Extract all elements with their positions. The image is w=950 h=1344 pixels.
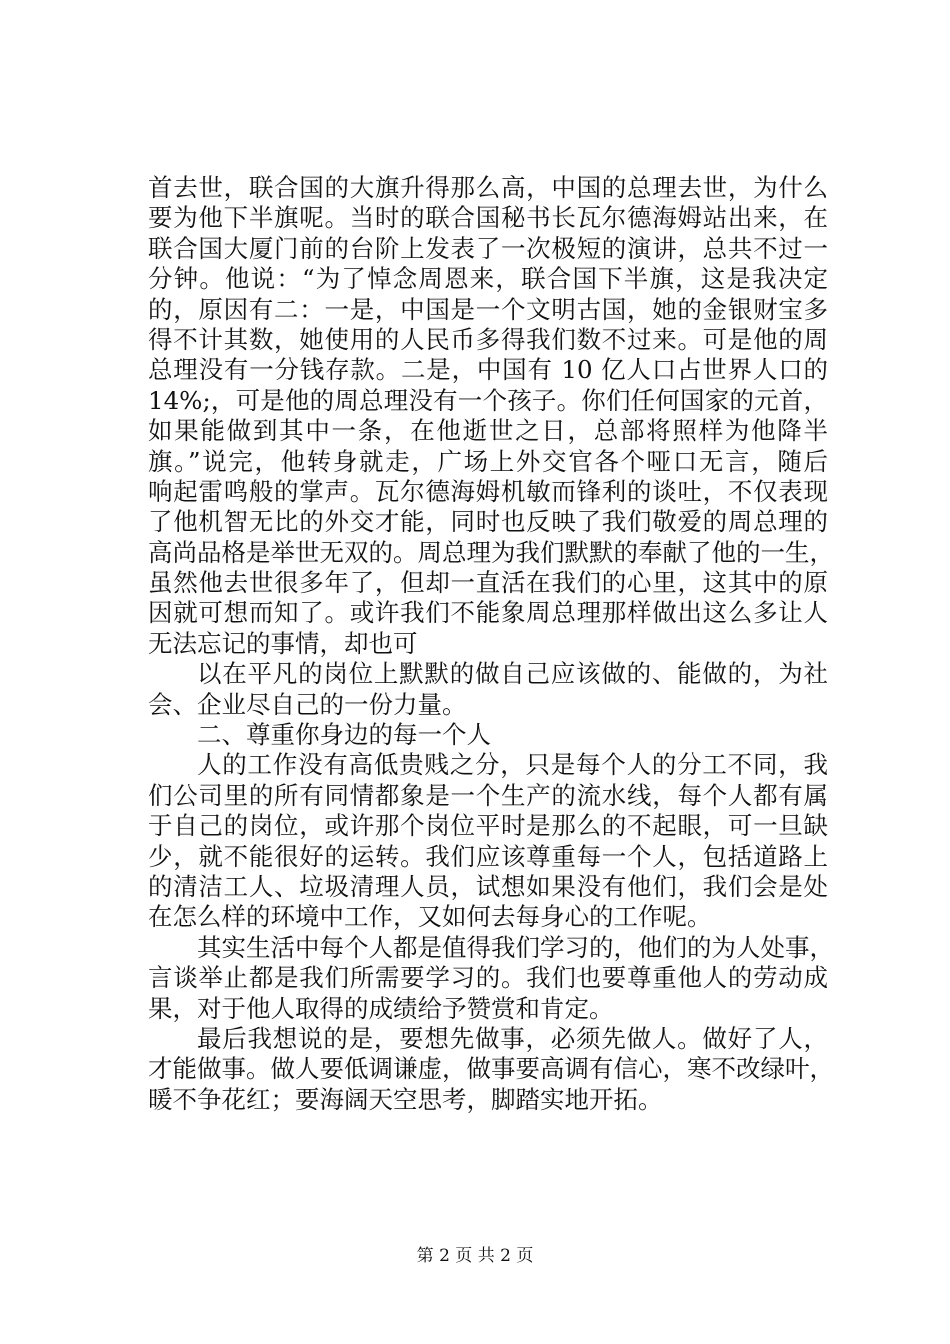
- text-line: 分钟。他说：“为了悼念周恩来，联合国下半旗，这是我决定: [148, 264, 828, 294]
- text-line: 们公司里的所有同情都象是一个生产的流水线，每个人都有属: [148, 780, 828, 810]
- paragraph-first-line: 人的工作没有高低贵贱之分，只是每个人的分工不同，我: [197, 750, 828, 780]
- paragraph-first-line: 最后我想说的是，要想先做事，必须先做人。做好了人，: [197, 1023, 828, 1053]
- text-line: 的，原因有二：一是，中国是一个文明古国，她的金银财宝多: [148, 294, 828, 324]
- document-body: [148, 173, 834, 1115]
- text-line: 暖不争花红；要海阔天空思考，脚踏实地开拓。: [148, 1084, 663, 1114]
- text-line: 如果能做到其中一条，在他逝世之日，总部将照样为他降半: [148, 416, 828, 446]
- text-line: 响起雷鸣般的掌声。瓦尔德海姆机敏而锋利的谈吐，不仅表现: [148, 476, 828, 506]
- text-line: 因就可想而知了。或许我们不能象周总理那样做出这么多让人: [148, 598, 828, 628]
- text-line: 高尚品格是举世无双的。周总理为我们默默的奉献了他的一生，: [148, 537, 834, 567]
- text-line: 会、企业尽自己的一份力量。: [148, 689, 467, 719]
- text-line: 总理没有一分钱存款。二是，中国有 10 亿人口占世界人口的: [148, 355, 828, 385]
- section-heading: 二、尊重你身边的每一个人: [197, 720, 491, 750]
- text-line: 于自己的岗位，或许那个岗位平时是那么的不起眼，可一旦缺: [148, 811, 828, 841]
- page-footer: [0, 1245, 950, 1267]
- page-number-label: 第 2 页 共 2 页: [416, 1246, 534, 1266]
- text-line: 无法忘记的事情，却也可: [148, 628, 418, 658]
- text-line: 得不计其数，她使用的人民币多得我们数不过来。可是他的周: [148, 324, 828, 354]
- text-line: 果，对于他人取得的成绩给予赞赏和肯定。: [148, 993, 614, 1023]
- text-line: 少，就不能很好的运转。我们应该尊重每一个人，包括道路上: [148, 841, 828, 871]
- text-line: 旗。”说完，他转身就走，广场上外交官各个哑口无言，随后: [148, 446, 828, 476]
- paragraph-first-line: 其实生活中每个人都是值得我们学习的，他们的为人处事，: [197, 932, 834, 962]
- text-line: 在怎么样的环境中工作，又如何去每身心的工作呢。: [148, 902, 712, 932]
- text-line: 14%;，可是他的周总理没有一个孩子。你们任何国家的元首，: [148, 385, 828, 415]
- text-line: 虽然他去世很多年了，但却一直活在我们的心里，这其中的原: [148, 568, 828, 598]
- text-line: 联合国大厦门前的台阶上发表了一次极短的演讲，总共不过一: [148, 233, 828, 263]
- text-line: 要为他下半旗呢。当时的联合国秘书长瓦尔德海姆站出来，在: [148, 203, 828, 233]
- text-line: 言谈举止都是我们所需要学习的。我们也要尊重他人的劳动成: [148, 963, 828, 993]
- text-line: 首去世，联合国的大旗升得那么高，中国的总理去世，为什么: [148, 173, 828, 202]
- text-line: 的清洁工人、垃圾清理人员，试想如果没有他们，我们会是处: [148, 871, 828, 901]
- text-line: 了他机智无比的外交才能，同时也反映了我们敬爱的周总理的: [148, 507, 828, 537]
- text-line: 才能做事。做人要低调谦虚，做事要高调有信心，寒不改绿叶，: [148, 1054, 834, 1084]
- paragraph-first-line: 以在平凡的岗位上默默的做自己应该做的、能做的，为社: [197, 659, 828, 689]
